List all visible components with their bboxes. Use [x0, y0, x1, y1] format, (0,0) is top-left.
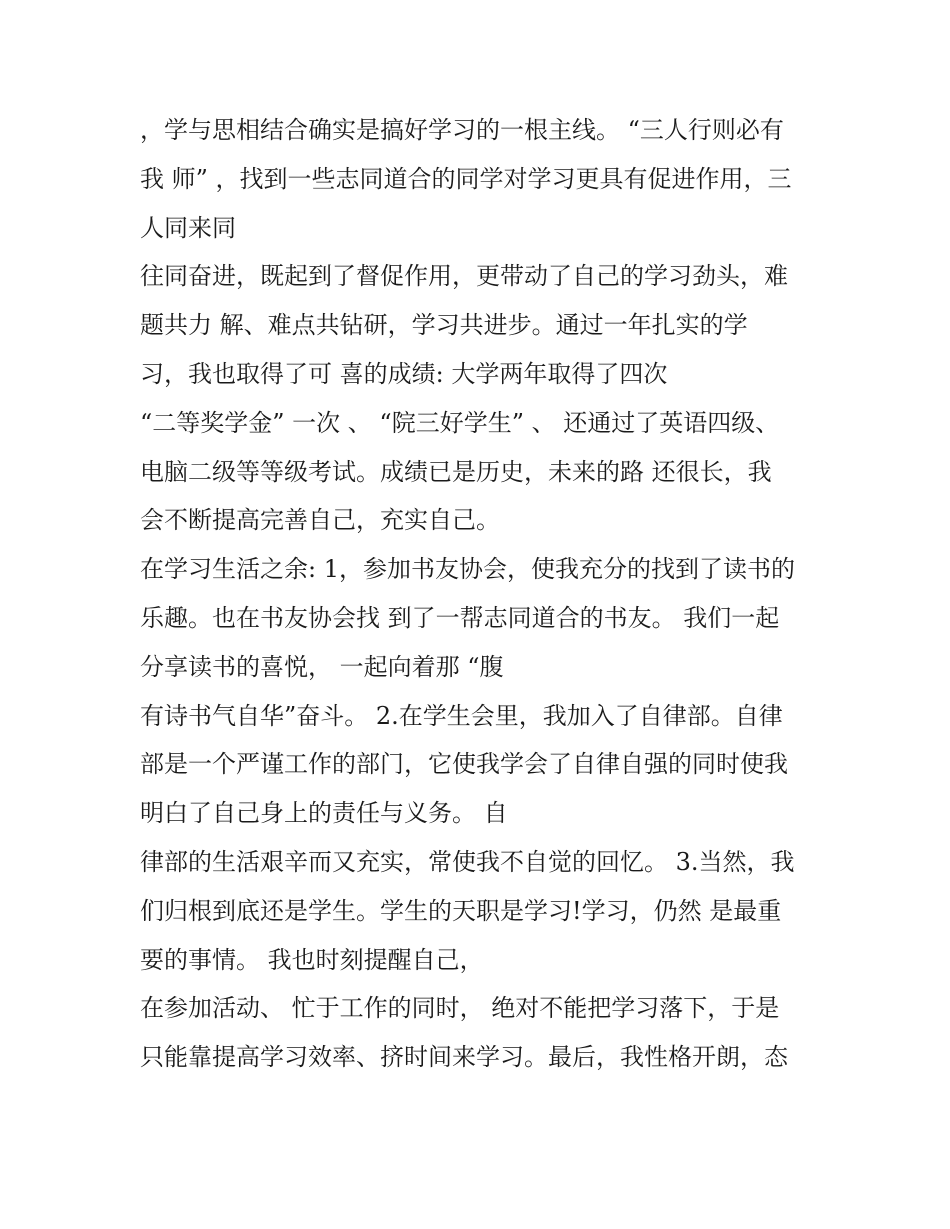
text-line: 在参加活动、 忙于工作的同时， 绝对不能把学习落下，于是: [140, 994, 780, 1023]
text-line: 人同来同: [140, 213, 236, 242]
text-line: 要的事情。 我也时刻提醒自己，: [140, 945, 484, 974]
text-line: 题共力 解、难点共钻研，学习共进步。通过一年扎实的学: [140, 311, 748, 340]
text-line: 习，我也取得了可 喜的成绩: 大学两年取得了四次: [140, 359, 668, 388]
text-line: 在学习生活之余: 1，参加书友协会，使我充分的找到了读书的: [140, 555, 795, 584]
text-line: 有诗书气自华”奋斗。 2.在学生会里，我加入了自律部。自律: [140, 701, 783, 730]
text-line: ，学与思相结合确实是搞好学习的一根主线。 “三人行则必有: [140, 116, 784, 144]
text-line: 分享读书的喜悦， 一起向着那 “腹: [140, 652, 504, 681]
text-line: 只能靠提高学习效率、挤时间来学习。最后，我性格开朗，态: [140, 1043, 788, 1072]
text-line: 会不断提高完善自己，充实自己。: [140, 506, 500, 535]
text-line: 部是一个严谨工作的部门，它使我学会了自律自强的同时使我: [140, 750, 788, 779]
text-line: 电脑二级等等级考试。成绩已是历史，未来的路 还很长，我: [140, 457, 772, 486]
text-line: 我 师” ，找到一些志同道合的同学对学习更具有促进作用，三: [140, 164, 792, 193]
text-line: “二等奖学金” 一次 、 “院三好学生” 、 还通过了英语四级、: [140, 408, 780, 437]
text-line: 们归根到底还是学生。学生的天职是学习!学习，仍然 是最重: [140, 896, 782, 925]
text-line: 往同奋进，既起到了督促作用，更带动了自己的学习劲头，难: [140, 262, 788, 291]
text-line: 律部的生活艰辛而又充实，常使我不自觉的回忆。 3.当然，我: [140, 847, 795, 876]
body-text: [140, 106, 820, 1082]
text-line: 明白了自己身上的责任与义务。 自: [140, 799, 508, 828]
text-line: 乐趣。也在书友协会找 到了一帮志同道合的书友。 我们一起: [140, 603, 780, 632]
